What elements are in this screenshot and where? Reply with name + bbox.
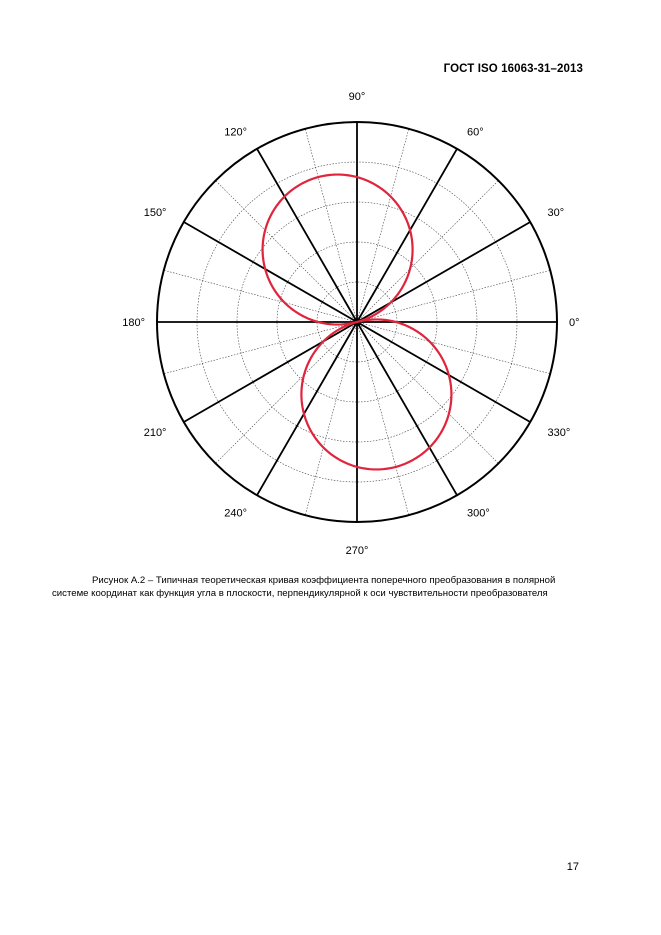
angle-label-300: 300° [467, 507, 490, 520]
angle-label-180: 180° [122, 317, 145, 329]
major-radial-30 [357, 222, 530, 322]
angle-label-60: 60° [467, 126, 484, 139]
angle-label-150: 150° [143, 207, 167, 219]
minor-radial-225 [216, 322, 357, 463]
angle-label-90: 90° [348, 91, 366, 103]
minor-radial-165 [164, 270, 357, 322]
angle-label-0: 0° [569, 317, 580, 329]
minor-radial-195 [164, 322, 357, 374]
minor-radial-135 [216, 181, 357, 322]
angle-label-210: 210° [143, 427, 167, 439]
minor-radial-75 [357, 129, 409, 322]
angle-label-270: 270° [345, 545, 369, 557]
minor-radial-45 [357, 181, 498, 322]
caption-line-1: Рисунок А.2 – Типичная теоретическая кривая коэффициента поперечного преобразования в полярной [92, 575, 556, 586]
page-number: 17 [566, 861, 579, 873]
major-radial-60 [357, 149, 457, 322]
major-radial-150 [184, 222, 357, 322]
minor-radial-255 [305, 322, 357, 515]
angle-label-30: 30° [547, 207, 565, 219]
minor-radial-315 [357, 322, 498, 463]
caption-line-2: системе координат как функция угла в плоскости, перпендикулярной к оси чувствительности преобразователя [52, 587, 548, 599]
minor-radial-15 [357, 270, 550, 322]
angle-label-240: 240° [224, 507, 247, 520]
angle-label-330: 330° [547, 427, 571, 439]
major-radial-210 [184, 322, 357, 422]
angle-label-120: 120° [224, 126, 247, 139]
minor-radial-285 [357, 322, 409, 515]
minor-radial-105 [305, 129, 357, 322]
minor-radial-345 [357, 322, 550, 374]
document-header-standard: ГОСТ ISO 16063-31–2013 [443, 63, 583, 75]
figure-caption [52, 575, 632, 600]
major-radial-330 [357, 322, 530, 422]
major-radial-240 [257, 322, 357, 495]
